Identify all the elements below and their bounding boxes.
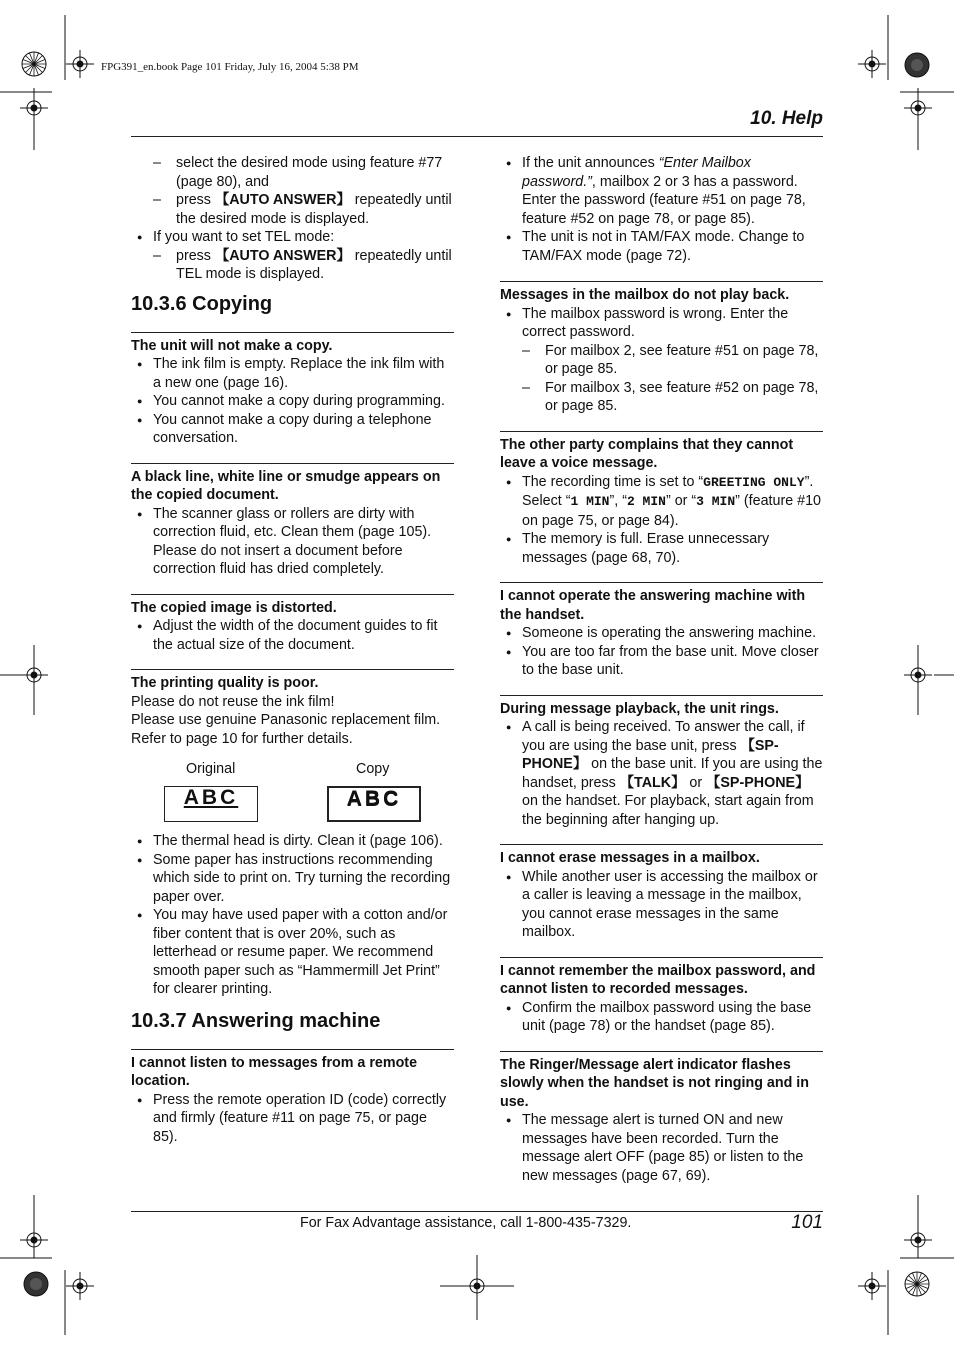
list-item: ● The thermal head is dirty. Clean it (page 106).: [131, 832, 454, 851]
list-item: – For mailbox 2, see feature #51 on page 78, or page 85.: [500, 342, 823, 379]
topic-title: I cannot erase messages in a mailbox.: [500, 850, 760, 866]
topic-erase-mailbox: [500, 844, 823, 942]
list-item: ● Some paper has instructions recommending which side to print on. Try turning the recording paper over.: [131, 851, 454, 907]
list-item: ● Confirm the mailbox password using the base unit (page 78) or the handset (page 85).: [500, 999, 823, 1036]
list-item: – select the desired mode using feature #77 (page 80), and: [131, 154, 454, 191]
print-info: FPG391_en.book Page 101 Friday, July 16, 2004 5:38 PM: [101, 61, 359, 73]
topic-title: During message playback, the unit rings.: [500, 700, 779, 717]
copy-sample: [327, 786, 421, 822]
list-item: ● You may have used paper with a cotton and/or fiber content that is over 20%, such as letterhead or resume paper. We recommend smooth paper such as “Hammermill Jet Print” for clearer printing.: [131, 906, 454, 999]
heading-copying: 10.3.6 Copying: [131, 292, 273, 315]
topic-title: I cannot remember the mailbox password, and cannot listen to recorded messages.: [500, 962, 816, 997]
heading-answering-machine: 10.3.7 Answering machine: [131, 1009, 381, 1032]
copy-sample-text: ABC: [346, 787, 402, 810]
footer-assistance: For Fax Advantage assistance, call 1-800-435-7329.: [300, 1215, 632, 1231]
right-column: [500, 154, 823, 1185]
topic-mailbox-playback: [500, 281, 823, 416]
section-header: 10. Help: [750, 108, 823, 129]
header-rule: [131, 136, 823, 137]
topic-distorted: [131, 594, 454, 655]
list-item: ● You cannot make a copy during a telephone conversation.: [131, 411, 454, 448]
auto-answer-key: 【AUTO ANSWER】: [214, 192, 351, 208]
print-quality-figure: [131, 752, 454, 824]
footer-rule: [131, 1211, 823, 1212]
topic-title: The unit will not make a copy.: [131, 337, 333, 354]
original-sample: [164, 786, 258, 822]
list-item: ● If you want to set TEL mode:: [131, 228, 454, 247]
topic-playback-rings: [500, 695, 823, 830]
topic-title: A black line, white line or smudge appears on the copied document.: [131, 468, 441, 503]
list-item: – For mailbox 3, see feature #52 on page 78, or page 85.: [500, 379, 823, 416]
list-item: ● The message alert is turned ON and new messages have been recorded. Turn the message alert OFF (page 85) or listen to the new messages (page 67, 69).: [500, 1111, 823, 1185]
list-item: ● You are too far from the base unit. Move closer to the base unit.: [500, 643, 823, 680]
list-item: – press 【AUTO ANSWER】 repeatedly until the desired mode is displayed.: [131, 191, 454, 228]
topic-title: Messages in the mailbox do not play back.: [500, 287, 790, 303]
topic-print-quality: [131, 669, 454, 999]
list-item: ● The ink film is empty. Replace the ink film with a new one (page 16).: [131, 355, 454, 392]
topic-handset-operate: [500, 582, 823, 680]
list-item: ● While another user is accessing the mailbox or a caller is leaving a message in the mailbox, you cannot erase messages in the same mailbox.: [500, 868, 823, 942]
topic-title: The Ringer/Message alert indicator flashes slowly when the handset is not ringing and in use.: [500, 1056, 809, 1110]
list-item: ● Adjust the width of the document guides to fit the actual size of the document.: [131, 617, 454, 654]
paragraph: Please do not reuse the ink film!: [131, 693, 335, 710]
list-item: ● Press the remote operation ID (code) correctly and firmly (feature #11 on page 75, or page 85).: [131, 1091, 454, 1147]
topic-no-copy: [131, 332, 454, 448]
topic-cannot-leave-message: [500, 431, 823, 568]
list-item: ● The scanner glass or rollers are dirty with correction fluid, etc. Clean them (page 105). Please do not insert a document before correction fluid has dried completely.: [131, 505, 454, 579]
original-sample-text: ABC: [183, 786, 239, 809]
list-item: ● If the unit announces “Enter Mailbox password.”, mailbox 2 or 3 has a password. Enter the password (feature #51 on page 78, feature #52 on page 78, or page 85).: [500, 154, 823, 228]
list-item: ● Someone is operating the answering machine.: [500, 624, 823, 643]
list-item: ● The memory is full. Erase unnecessary messages (page 68, 70).: [500, 530, 823, 567]
topic-title: I cannot listen to messages from a remote location.: [131, 1054, 418, 1089]
topic-title: The printing quality is poor.: [131, 675, 319, 691]
left-column: [131, 154, 454, 1146]
figure-label-copy: Copy: [356, 761, 390, 777]
auto-answer-key: 【AUTO ANSWER】: [214, 247, 351, 264]
list-item: ● The recording time is set to “GREETING ONLY”. Select “1 MIN”, “2 MIN” or “3 MIN” (feature #10 on page 75, or page 84).: [500, 473, 823, 531]
list-item: ● The mailbox password is wrong. Enter the correct password.: [500, 305, 823, 342]
topic-title: The other party complains that they cannot leave a voice message.: [500, 436, 794, 471]
list-item: ● A call is being received. To answer the call, if you are using the base unit, press 【SP-PHONE】 on the base unit. If you are using the handset, press 【TALK】 or 【SP-PHONE】 on the handset. For playback, start again from the beginning after hanging up.: [500, 718, 823, 829]
topic-alert-flashes: [500, 1051, 823, 1186]
list-item: – press 【AUTO ANSWER】 repeatedly until TEL mode is displayed.: [131, 247, 454, 284]
talk-key: 【TALK】: [619, 774, 686, 791]
sp-phone-key: 【SP-PHONE】: [522, 737, 779, 772]
topic-black-line: [131, 463, 454, 579]
topic-title: The copied image is distorted.: [131, 599, 337, 616]
topic-title: I cannot operate the answering machine with the handset.: [500, 588, 806, 623]
list-item: ● You cannot make a copy during programming.: [131, 392, 454, 411]
figure-label-original: Original: [186, 761, 236, 777]
paragraph: Please use genuine Panasonic replacement film. Refer to page 10 for further details.: [131, 712, 441, 747]
page-number: 101: [791, 1212, 823, 1233]
sp-phone-key: 【SP-PHONE】: [706, 774, 810, 791]
topic-forgot-password: [500, 957, 823, 1036]
list-item: ● The unit is not in TAM/FAX mode. Change to TAM/FAX mode (page 72).: [500, 228, 823, 265]
topic-remote-listen: [131, 1049, 454, 1147]
